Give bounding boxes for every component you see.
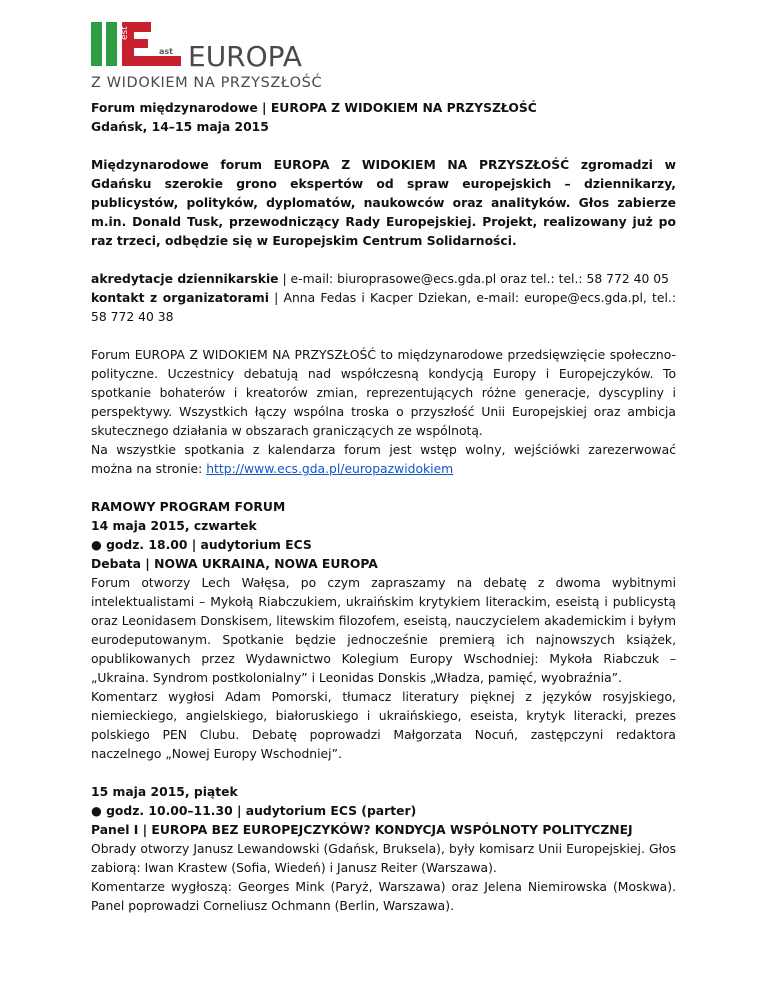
day1-heading: 14 maja 2015, czwartek [91, 519, 257, 533]
forum-header-date: Gdańsk, 14–15 maja 2015 [91, 120, 269, 134]
day2-session-time: ● godz. 10.00–11.30 | audytorium ECS (parter) [91, 804, 417, 818]
press-release [91, 99, 676, 916]
day1-session-time: ● godz. 18.00 | audytorium ECS [91, 538, 312, 552]
day1-event-title: Debata | NOWA UKRAINA, NOWA EUROPA [91, 557, 378, 571]
contact-accreditation [91, 270, 676, 289]
accreditation-details: | e-mail: biuroprasowe@ecs.gda.pl oraz tel.: tel.: 58 772 40 05 [278, 272, 669, 286]
day2-comment: Komentarze wygłoszą: Georges Mink (Paryż, Warszawa) oraz Jelena Niemirowska (Moskwa). Panel poprowadzi Corneliusz Ochmann (Berlin, Warszawa). [91, 880, 676, 913]
organizers-details: | Anna Fedas i Kacper Dziekan, e-mail: europe@ecs.gda.pl, tel.: 58 772 40 38 [91, 291, 676, 324]
forum-website-link[interactable]: http://www.ecs.gda.pl/europazwidokiem [206, 462, 454, 476]
day2-event-title: Panel I | EUROPA BEZ EUROPEJCZYKÓW? KONDYCJA WSPÓLNOTY POLITYCZNEJ [91, 823, 633, 837]
forum-header-title: Forum międzynarodowe | EUROPA Z WIDOKIEM NA PRZYSZŁOŚĆ [91, 101, 537, 115]
program-title: RAMOWY PROGRAM FORUM [91, 500, 286, 514]
day1-comment: Komentarz wygłosi Adam Pomorski, tłumacz literatury pięknej z języków rosyjskiego, niemieckiego, angielskiego, białoruskiego i ukraińskiego, eseista, krytyk literacki, prezes polskiego PEN Clubu. Debatę poprowadzi Małgorzata Nocuń, zastępczyni redaktora naczelnego „Nowej Europy Wschodniej”. [91, 690, 676, 761]
forum-logo [91, 18, 361, 102]
logo-brand-word: EUROPA [188, 40, 302, 73]
day2-description: Obrady otworzy Janusz Lewandowski (Gdańsk, Bruksela), były komisarz Unii Europejskiej. Głos zabiorą: Iwan Krastew (Sofia, Wiedeń) i Janusz Reiter (Warszawa). [91, 842, 676, 875]
intro-paragraph: Forum EUROPA Z WIDOKIEM NA PRZYSZŁOŚĆ to międzynarodowe przedsięwzięcie społeczno-polityczne. Uczestnicy debatują nad współczesną kondycją Europy i Europejczyków. To spotkanie bohaterów i kreatorów zmian, reprezentujących różne generacje, dyscypliny i perspektywy. Wszystkich łączy wspólna troska o przyszłość Unii Europejskiej oraz ambicja skutecznego działania w obszarach graniczących ze wspólnotą. [91, 348, 676, 438]
organizers-label: kontakt z organizatorami [91, 291, 269, 305]
tickets-text: Na wszystkie spotkania z kalendarza forum jest wstęp wolny, wejściówki zarezerwować można na stronie: [91, 443, 676, 476]
contact-organizers [91, 289, 676, 327]
day1-description: Forum otworzy Lech Wałęsa, po czym zapraszamy na debatę z dwoma wybitnymi intelektualistami – Mykołą Riabczukiem, ukraińskim krytykiem literackim, eseistą i publicystą oraz Leonidasem Donskisem, litewskim filozofem, eseistą, nauczycielem akademickim i byłym eurodeputowanym. Spotkanie będzie jednocześnie premierą ich najnowszych książek, opublikowanych przez Wydawnictwo Kolegium Europy Wschodniej: Mykoła Riabczuk – „Ukraina. Syndrom postkolonialny” i Leonidas Donskis „Władza, pamięć, wyobraźnia”. [91, 576, 676, 685]
logo-est-text: est [120, 26, 130, 40]
accreditation-label: akredytacje dziennikarskie [91, 272, 279, 286]
logo-tagline: Z WIDOKIEM NA PRZYSZŁOŚĆ [91, 75, 323, 91]
forum-logo-mark [91, 18, 361, 102]
logo-ast-text: ast [159, 47, 173, 56]
day2-heading: 15 maja 2015, piątek [91, 785, 238, 799]
lead-paragraph: Międzynarodowe forum EUROPA Z WIDOKIEM NA PRZYSZŁOŚĆ zgromadzi w Gdańsku szerokie grono ekspertów od spraw europejskich – dziennikarzy, publicystów, polityków, dyplomatów, naukowców oraz analityków. Głos zabierze m.in. Donald Tusk, przewodniczący Rady Europejskiej. Projekt, realizowany już po raz trzeci, odbędzie się w Europejskim Centrum Solidarności. [91, 158, 676, 248]
tickets-paragraph [91, 441, 676, 479]
